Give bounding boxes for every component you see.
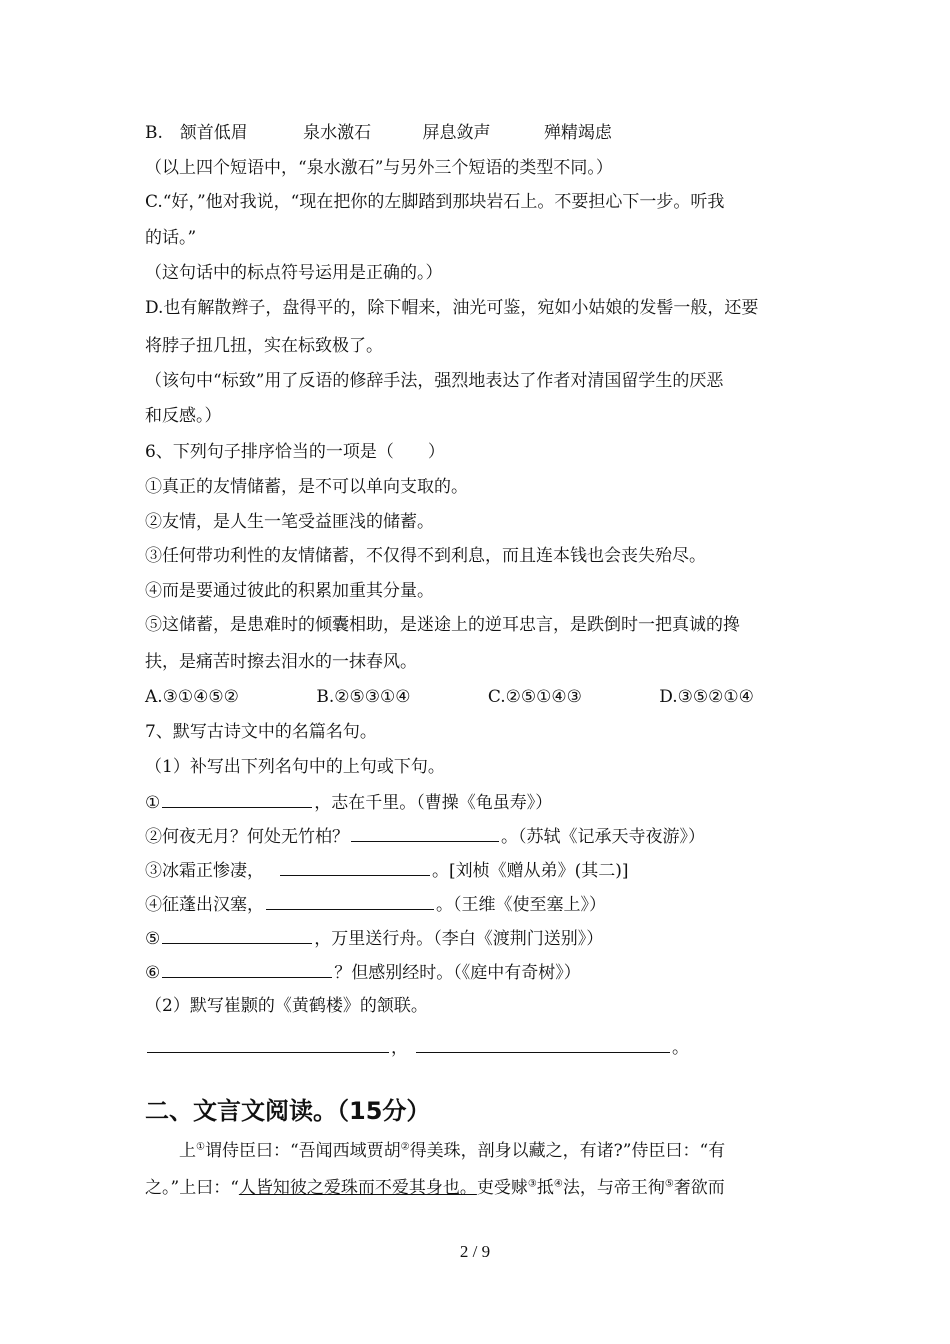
q7-item-2 xyxy=(145,823,815,849)
period: 。 xyxy=(672,1038,689,1058)
q7-title: 7、默写古诗文中的名篇名句。 xyxy=(145,722,377,742)
answer-blank[interactable] xyxy=(266,891,434,910)
comma: ， xyxy=(391,1038,408,1058)
q7-item-1 xyxy=(145,789,815,815)
phrase-1: 颔首低眉 xyxy=(179,123,248,143)
q6-sentence-5-line1: ⑤这储蓄，是患难时的倾囊相助，是迷途上的逆耳忠言，是跌倒时一把真诚的搀 xyxy=(145,615,740,635)
option-label: B. xyxy=(145,123,163,143)
q6-sentence-2: ②友情，是人生一笔受益匪浅的储蓄。 xyxy=(145,512,434,532)
section-2-title: 二、文言文阅读。（15分） xyxy=(145,1097,431,1125)
q7-sub1: （1）补写出下列名句中的上句或下句。 xyxy=(145,757,445,777)
q7-item-4 xyxy=(145,891,815,917)
answer-blank[interactable] xyxy=(280,857,430,876)
passage-text: 上 xyxy=(179,1141,196,1161)
q5-c-note: （这句话中的标点符号运用是正确的。） xyxy=(145,263,443,283)
q7-item-6 xyxy=(145,959,815,985)
footnote-marker: ③ xyxy=(527,1178,537,1190)
q6-sentence-1: ①真正的友情储蓄，是不可以单向支取的。 xyxy=(145,477,468,497)
answer-blank[interactable] xyxy=(162,925,312,944)
classical-passage-line2 xyxy=(145,1176,815,1200)
q5-option-c-line2: 的话。” xyxy=(145,228,197,248)
item-text: ②何夜无月？何处无竹柏？ xyxy=(145,827,349,847)
answer-blank[interactable] xyxy=(162,959,332,978)
item-text: ④征蓬出汉塞， xyxy=(145,895,264,915)
classical-passage-line1 xyxy=(145,1139,815,1163)
answer-blank[interactable] xyxy=(147,1034,389,1053)
passage-text: 抵 xyxy=(536,1178,554,1198)
q6-option-c[interactable]: C.②⑤①④③ xyxy=(487,687,582,707)
passage-text: 法，与帝王徇 xyxy=(562,1178,665,1198)
q5-option-d-line2: 将脖子扭几扭，实在标致极了。 xyxy=(145,336,383,356)
q6-option-b[interactable]: B.②⑤③①④ xyxy=(316,687,411,707)
q5-d-note-line2: 和反感。） xyxy=(145,406,222,426)
footnote-marker: ② xyxy=(400,1141,410,1153)
q5-d-note-line1: （该句中“标致”用了反语的修辞手法，强烈地表达了作者对清国留学生的厌恶 xyxy=(145,371,724,391)
phrase-3: 屏息敛声 xyxy=(422,123,491,143)
q6-sentence-3: ③任何带功利性的友情储蓄，不仅得不到利息，而且连本钱也会丧失殆尽。 xyxy=(145,546,706,566)
q5-option-c-line1: C.“好，”他对我说，“现在把你的左脚踏到那块岩石上。不要担心下一步。听我 xyxy=(145,192,725,212)
passage-text: 得美珠，剖身以藏之，有诸?”侍臣曰：“有 xyxy=(409,1141,726,1161)
q7-item-5 xyxy=(145,925,815,951)
q6-options xyxy=(145,685,815,709)
footnote-marker: ⑤ xyxy=(664,1178,674,1190)
passage-text: 谓侍臣曰：“吾闻西域贾胡 xyxy=(204,1141,401,1161)
item-text: 。（王维《使至塞上》） xyxy=(436,895,606,915)
answer-blank[interactable] xyxy=(162,789,312,808)
phrase-2: 泉水激石 xyxy=(303,123,372,143)
passage-text: 吏受赇 xyxy=(476,1178,528,1198)
phrase-4: 殚精竭虑 xyxy=(543,123,612,143)
q6-option-a[interactable]: A.③①④⑤② xyxy=(145,687,239,707)
q7-couplet-blanks xyxy=(145,1034,815,1060)
q6-sentence-5-line2: 扶，是痛苦时擦去泪水的一抹春风。 xyxy=(145,652,417,672)
item-number: ⑤ xyxy=(145,929,161,949)
item-text: ？但感别经时。（《庭中有奇树》） xyxy=(334,963,581,983)
item-text: ③冰霜正惨凄， xyxy=(145,861,264,881)
q7-item-3 xyxy=(145,857,815,883)
q5-option-d-line1: D.也有解散辫子，盘得平的，除下帽来，油光可鉴，宛如小姑娘的发髻一般，还要 xyxy=(145,298,759,318)
answer-blank[interactable] xyxy=(416,1034,670,1053)
q6-title: 6、下列句子排序恰当的一项是（ ） xyxy=(145,442,445,462)
q6-option-d[interactable]: D.③⑤②①④ xyxy=(659,687,754,707)
item-text: ，志在千里。（曹操《龟虽寿》） xyxy=(314,793,553,813)
item-text: 。[刘桢《赠从弟》(其二)] xyxy=(432,861,629,881)
item-number: ① xyxy=(145,793,161,813)
passage-text: 奢欲而 xyxy=(673,1178,725,1198)
q6-sentence-4: ④而是要通过彼此的积累加重其分量。 xyxy=(145,581,434,601)
footnote-marker: ④ xyxy=(553,1178,563,1190)
underlined-sentence: 人皆知彼之爱珠而不爱其身也。 xyxy=(238,1178,477,1198)
item-number: ⑥ xyxy=(145,963,161,983)
item-text: 。（苏轼《记承天寺夜游》） xyxy=(501,827,705,847)
item-text: ，万里送行舟。（李白《渡荆门送别》） xyxy=(314,929,604,949)
q5-option-b xyxy=(145,121,815,145)
footnote-marker: ① xyxy=(196,1141,205,1153)
page-number: 2 / 9 xyxy=(459,1242,491,1261)
q5-b-note: （以上四个短语中，“泉水激石”与另外三个短语的类型不同。） xyxy=(145,158,613,178)
answer-blank[interactable] xyxy=(351,823,499,842)
q7-sub2: （2）默写崔颢的《黄鹤楼》的颔联。 xyxy=(145,996,428,1016)
passage-text: 之。”上曰：“ xyxy=(145,1178,239,1198)
